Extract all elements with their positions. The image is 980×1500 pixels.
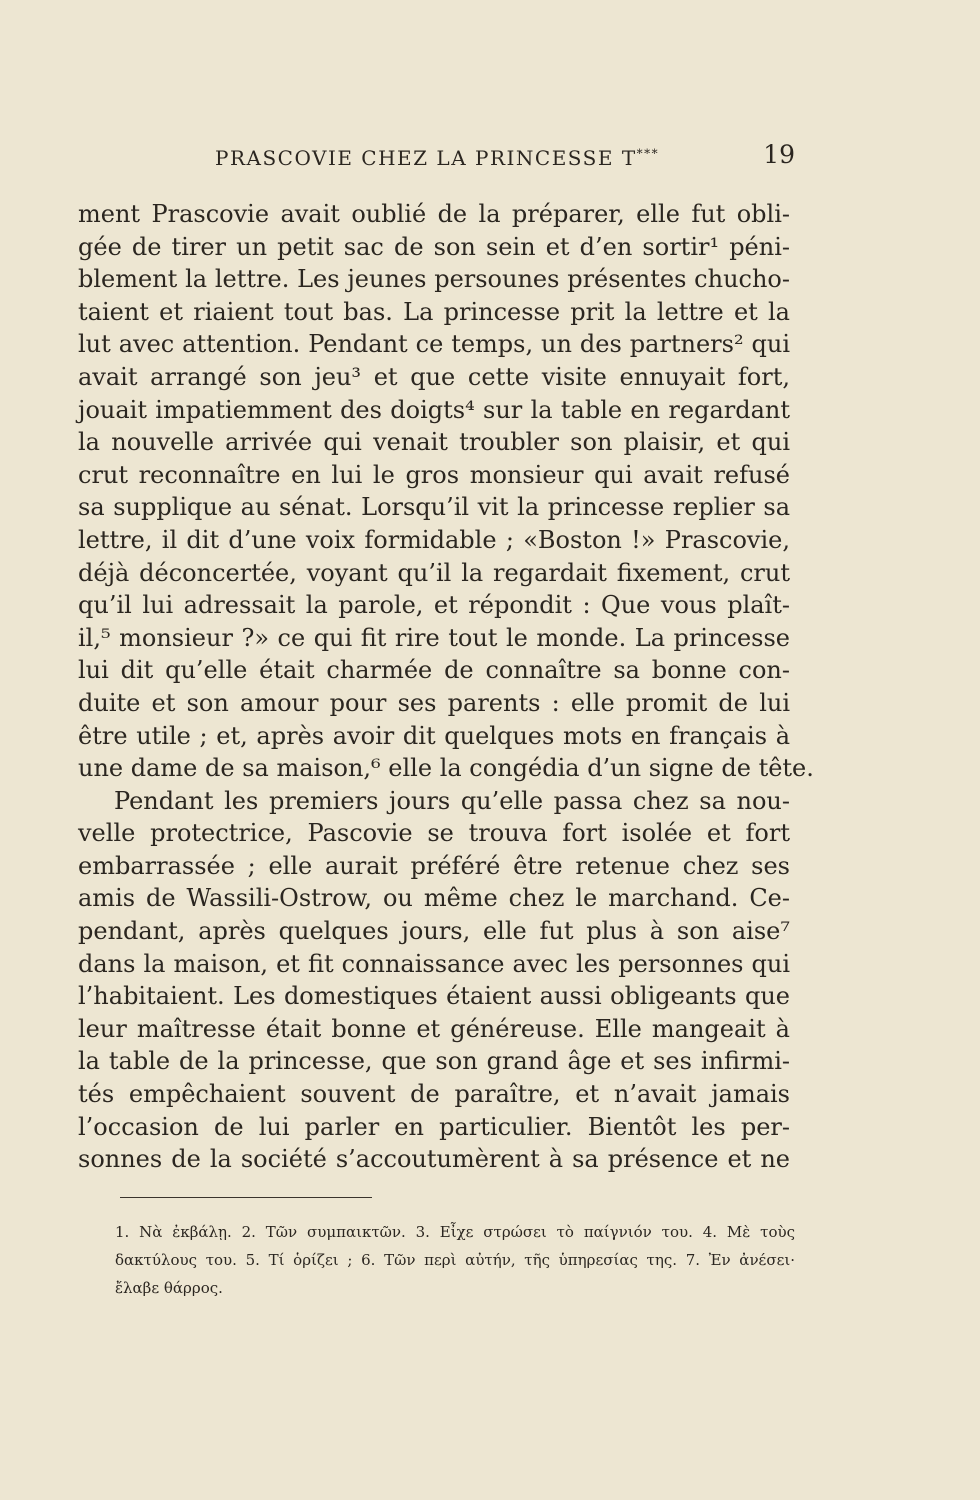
text-line: amis de Wassili-Ostrow, ou même chez le marchand. Ce- — [78, 884, 790, 913]
text-line: sonnes de la société s’accoutumèrent à sa présence et ne — [78, 1145, 790, 1174]
text-line: il,⁵ monsieur ?» ce qui fit rire tout le monde. La princesse — [78, 623, 790, 652]
text-line: taient et riaient tout bas. La princesse prit la lettre et la — [78, 297, 790, 326]
text-line: jouait impatiemment des doigts⁴ sur la table en regardant — [78, 395, 790, 424]
text-line: embarrassée ; elle aurait préféré être retenue chez ses — [78, 851, 790, 880]
footnotes — [115, 1218, 795, 1302]
text-line: une dame de sa maison,⁶ elle la congédia d’un signe de tête. — [78, 754, 814, 783]
text-line: dans la maison, et fit connaissance avec les personnes qui — [78, 949, 790, 978]
text-line: pendant, après quelques jours, elle fut plus à son aise⁷ — [78, 917, 790, 946]
footnote-line: 1. Νὰ ἐκβάλῃ. 2. Τῶν συμπαικτῶν. 3. Εἶχε στρώσει τὸ παίγνιόν του. 4. Μὲ τοὺς — [115, 1223, 795, 1241]
text-line: lut avec attention. Pendant ce temps, un des partners² qui — [78, 330, 790, 359]
text-line: déjà déconcertée, voyant qu’il la regardait fixement, crut — [78, 558, 790, 587]
text-line: ment Prascovie avait oublié de la préparer, elle fut obli- — [78, 200, 790, 228]
running-head — [215, 146, 659, 170]
page-number: 19 — [763, 140, 795, 169]
text-line: la nouvelle arrivée qui venait troubler son plaisir, et qui — [78, 428, 790, 457]
text-line: l’habitaient. Les domestiques étaient aussi obligeants que — [78, 982, 790, 1011]
body-text — [78, 198, 814, 1176]
text-line: l’occasion de lui parler en particulier. Bientôt les per- — [78, 1112, 790, 1141]
text-line: tés empêchaient souvent de paraître, et n’avait jamais — [78, 1080, 790, 1109]
text-line: qu’il lui adressait la parole, et répondit : Que vous plaît- — [78, 591, 790, 620]
text-line: leur maîtresse était bonne et généreuse. Elle mangeait à — [78, 1014, 790, 1043]
text-line: velle protectrice, Pascovie se trouva fort isolée et fort — [78, 819, 790, 848]
footnote-divider — [120, 1197, 372, 1198]
text-line: crut reconnaître en lui le gros monsieur qui avait refusé — [78, 460, 790, 489]
running-head-asterisks: *** — [636, 146, 660, 161]
text-line: sa supplique au sénat. Lorsqu’il vit la princesse replier sa — [78, 493, 790, 522]
running-head-text: PRASCOVIE CHEZ LA PRINCESSE T — [215, 146, 637, 170]
text-line: blement la lettre. Les jeunes persounes présentes chucho- — [78, 265, 790, 294]
text-line: lui dit qu’elle était charmée de connaître sa bonne con- — [78, 656, 790, 685]
page-header — [75, 140, 795, 180]
text-line: Pendant les premiers jours qu’elle passa chez sa nou- — [114, 786, 790, 815]
footnote-line: δακτύλους του. 5. Τί ὁρίζει ; 6. Τῶν περὶ αὐτήν, τῆς ὑπηρεσίας της. 7. Ἐν ἀνέσει· — [115, 1251, 795, 1269]
text-line: la table de la princesse, que son grand âge et ses infirmi- — [78, 1047, 790, 1076]
text-line: lettre, il dit d’une voix formidable ; «Boston !» Prascovie, — [78, 525, 790, 554]
footnote-line: ἔλαβε θάρρος. — [115, 1279, 223, 1297]
text-line: gée de tirer un petit sac de son sein et d’en sortir¹ péni- — [78, 232, 790, 261]
text-line: être utile ; et, après avoir dit quelques mots en français à — [78, 721, 790, 750]
text-line: duite et son amour pour ses parents : elle promit de lui — [78, 688, 790, 717]
text-line: avait arrangé son jeu³ et que cette visite ennuyait fort, — [78, 362, 790, 391]
